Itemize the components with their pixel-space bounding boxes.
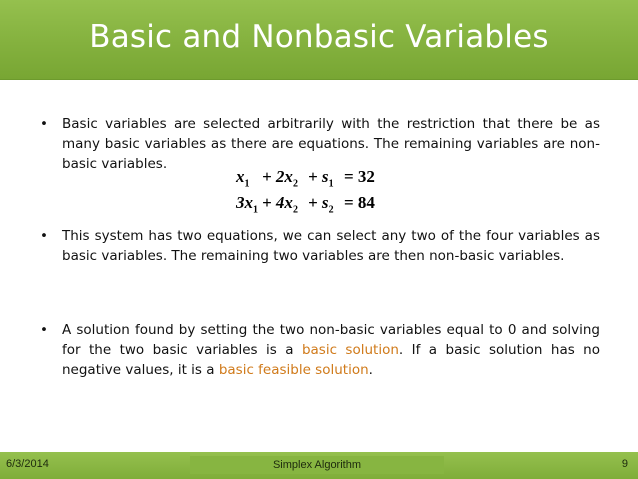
slide-title: Basic and Nonbasic Variables: [89, 19, 549, 55]
footer-bar: [0, 452, 638, 479]
bullet-text: A solution found by setting the two non-basic variables equal to 0 and solving for the two basic variables is a basic solution. If a basic solution has no negative values, it is a basic feasible solution.: [62, 322, 600, 378]
equation-system: $x_1$ + $2x_2$ + $s_1$ = 32 $3x_1$ + $4x_2$ + $s_2$ = 84: [236, 167, 375, 216]
bullet-dot: •: [40, 116, 48, 132]
slide-number: 9: [621, 458, 628, 470]
term-basic-solution: basic solution: [301, 342, 399, 358]
bullet-dot: •: [40, 322, 48, 338]
bullet-text: This system has two equations, we can select any two of the four variables as basic variables. The remaining two variables are then non-basic variables.: [62, 228, 600, 264]
title-bar: [0, 0, 638, 80]
footer-date: 6/3/2014: [6, 458, 49, 470]
bullet-text: Basic variables are selected arbitrarily with the restriction that there be as many basic variables as there are equations. The remaining variables are non-basic variables.: [62, 116, 600, 172]
term-basic-feasible-solution: basic feasible solution: [218, 362, 369, 378]
bullet-dot: •: [40, 228, 48, 244]
footer-title: Simplex Algorithm: [190, 456, 444, 474]
